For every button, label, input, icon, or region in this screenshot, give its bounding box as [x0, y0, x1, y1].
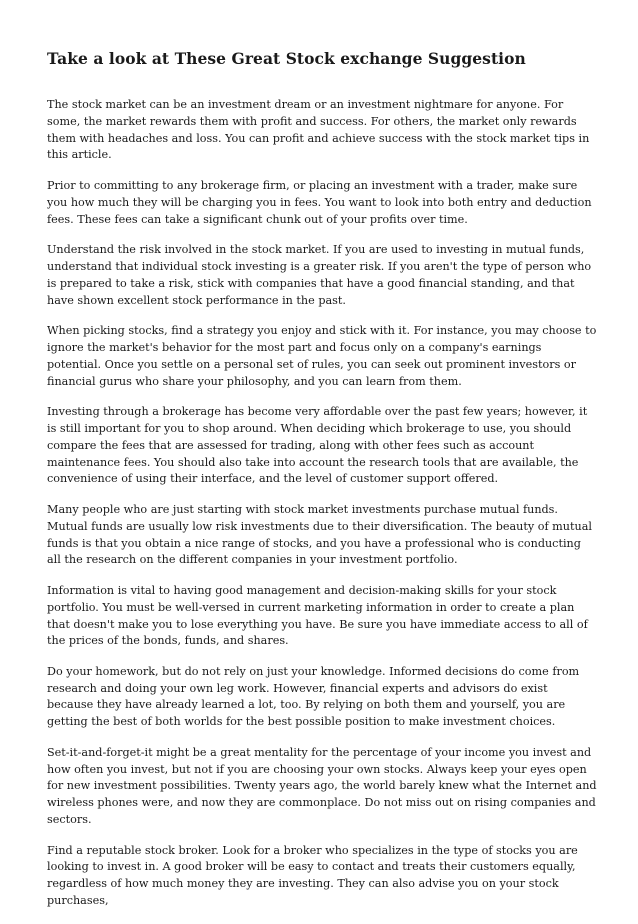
paragraph-6: Many people who are just starting with stock market investments purchase mutual funds. Mutual funds are usually low risk investments due to their diversification. The beauty of mutual funds is that you obtain a nice range of stocks, and you have a professional who is conducting all the research on the different companies in your investment portfolio. — [47, 502, 592, 567]
paragraph-8: Do your homework, but do not rely on just your knowledge. Informed decisions do come from research and doing your own leg work. However, financial experts and advisors do exist because they have already learned a lot, too. By relying on both them and yourself, you are getting the best of both worlds for the best possible position to make investment choices. — [47, 664, 580, 729]
paragraph-5: Investing through a brokerage has become very affordable over the past few years; however, it is still important for you to shop around. When deciding which brokerage to use, you should compare the fees that are assessed for trading, along with other fees such as account maintenance fees. You should also take into account the research tools that are available, the convenience of using their interface, and the level of customer support offered. — [47, 405, 588, 486]
paragraph-9: Set-it-and-forget-it might be a great mentality for the percentage of your income you invest and how often you invest, but not if you are choosing your own stocks. Always keep your eyes open for new investment possibilities. Twenty years ago, the world barely knew what the Internet and wireless phones were, and now they are commonplace. Do not miss out on rising companies and sectors. — [47, 745, 597, 827]
document-page — [47, 48, 597, 924]
paragraph-10: Find a reputable stock broker. Look for a broker who specializes in the type of stocks you are looking to invest in. A good broker will be easy to contact and treats their customers equally, regardless of how much money they are investing. They can also advise you on your stock purchases, — [47, 843, 578, 908]
paragraph-3: Understand the risk involved in the stock market. If you are used to investing in mutual funds, understand that individual stock investing is a greater risk. If you aren't the type of person who is prepared to take a risk, stick with companies that have a good financial standing, and that have shown excellent stock performance in the past. — [47, 243, 592, 307]
paragraph-1: The stock market can be an investment dream or an investment nightmare for anyone. For some, the market rewards them with profit and success. For others, the market only rewards them with headaches and loss. You can profit and achieve success with the stock market tips in this article. — [47, 98, 590, 162]
paragraph-2: Prior to committing to any brokerage firm, or placing an investment with a trader, make sure you how much they will be charging you in fees. You want to look into both entry and deduction fees. These fees can take a significant chunk out of your profits over time. — [47, 178, 592, 226]
paragraph-7: Information is vital to having good management and decision-making skills for your stock portfolio. You must be well-versed in current marketing information in order to create a plan that doesn't make you to lose everything you have. Be sure you have immediate access to all of the prices of the bonds, funds, and shares. — [47, 583, 588, 648]
document-title: Take a look at These Great Stock exchange Suggestion — [47, 49, 526, 68]
paragraph-4: When picking stocks, find a strategy you enjoy and stick with it. For instance, you may choose to ignore the market's behavior for the most part and focus only on a company's earnings potential. Once you settle on a personal set of rules, you can seek out prominent investors or financial gurus who share your philosophy, and you can learn from them. — [47, 324, 597, 388]
